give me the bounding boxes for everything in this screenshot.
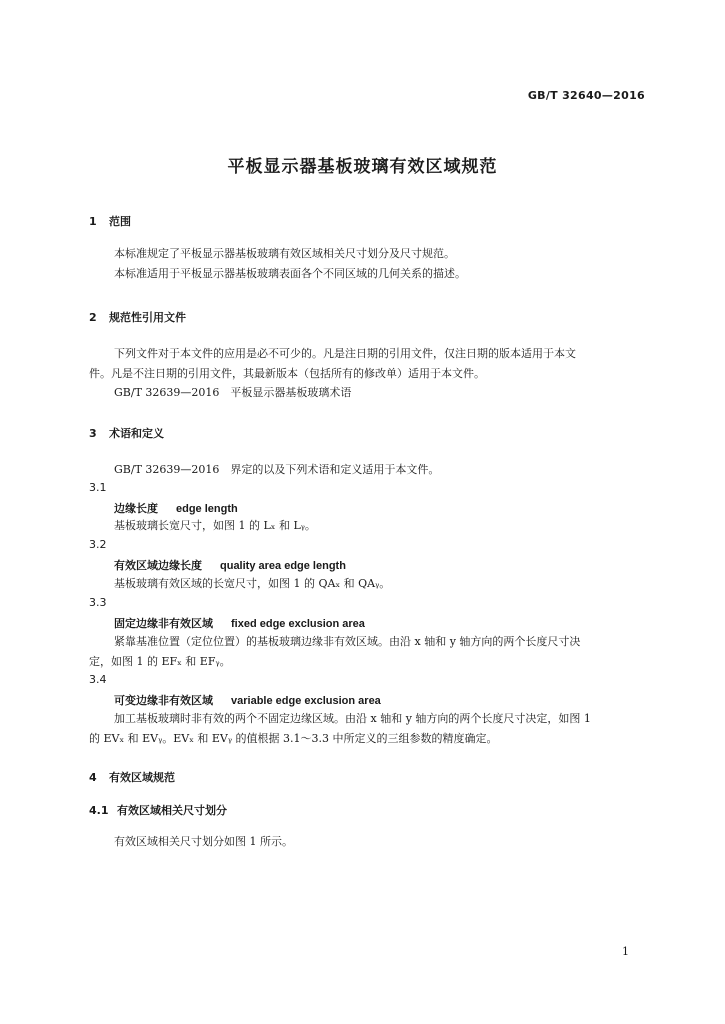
document-title: 平板显示器基板玻璃有效区域规范 [227, 157, 498, 177]
section-number: 1 [89, 215, 97, 228]
term-3-2 [114, 557, 346, 573]
term-3-4 [114, 692, 381, 708]
term-3-4-definition-line-1: 加工基板玻璃时非有效的两个不固定边缘区域。由沿 x 轴和 y 轴方向的两个长度尺寸决定，如图 1 [114, 712, 591, 725]
section-title: 术语和定义 [109, 427, 164, 440]
section-title: 规范性引用文件 [109, 311, 186, 324]
term-en: fixed edge exclusion area [231, 618, 365, 630]
subsection-title: 有效区域相关尺寸划分 [117, 804, 227, 817]
term-number: 3.4 [89, 673, 107, 686]
standard-code: GB/T 32640—2016 [527, 89, 645, 102]
section-number: 2 [89, 311, 97, 324]
term-zh: 边缘长度 [114, 502, 158, 515]
section-title: 范围 [109, 215, 131, 228]
s3-intro: GB/T 32639—2016 界定的以及下列术语和定义适用于本文件。 [114, 463, 440, 476]
term-en: variable edge exclusion area [231, 695, 381, 707]
term-en: edge length [176, 503, 238, 515]
term-en: quality area edge length [220, 560, 346, 572]
term-3-1 [114, 500, 238, 516]
s2-paragraph-line-1: 下列文件对于本文件的应用是必不可少的。凡是注日期的引用文件，仅注日期的版本适用于本文 [114, 347, 576, 360]
term-zh: 固定边缘非有效区域 [114, 617, 213, 630]
s2-paragraph-line-2: 件。凡是不注日期的引用文件，其最新版本（包括所有的修改单）适用于本文件。 [89, 367, 485, 380]
section-3-heading [89, 425, 164, 441]
subsection-number: 4.1 [89, 804, 109, 817]
term-3-3-definition-line-2: 定，如图 1 的 EFₓ 和 EFᵧ。 [89, 655, 231, 668]
section-1-heading [89, 213, 131, 229]
term-3-4-definition-line-2: 的 EVₓ 和 EVᵧ。EVₓ 和 EVᵧ 的值根据 3.1～3.3 中所定义的三组参数的精度确定。 [89, 732, 498, 745]
section-number: 3 [89, 427, 97, 440]
section-title: 有效区域规范 [109, 771, 175, 784]
term-3-3-definition-line-1: 紧靠基准位置（定位位置）的基板玻璃边缘非有效区域。由沿 x 轴和 y 轴方向的两个长度尺寸决 [114, 635, 581, 648]
term-number: 3.2 [89, 538, 107, 551]
s1-paragraph-1: 本标准规定了平板显示器基板玻璃有效区域相关尺寸划分及尺寸规范。 [114, 247, 455, 260]
term-zh: 可变边缘非有效区域 [114, 694, 213, 707]
term-zh: 有效区域边缘长度 [114, 559, 202, 572]
section-2-heading [89, 309, 186, 325]
s2-normative-reference: GB/T 32639—2016 平板显示器基板玻璃术语 [114, 386, 352, 399]
term-3-2-definition: 基板玻璃有效区域的长宽尺寸，如图 1 的 QAₓ 和 QAᵧ。 [114, 577, 391, 590]
s1-paragraph-2: 本标准适用于平板显示器基板玻璃表面各个不同区域的几何关系的描述。 [114, 267, 466, 280]
subsection-4-1-heading [89, 802, 227, 818]
s4-1-paragraph: 有效区域相关尺寸划分如图 1 所示。 [114, 835, 293, 848]
term-number: 3.3 [89, 596, 107, 609]
term-3-1-definition: 基板玻璃长宽尺寸，如图 1 的 Lₓ 和 Lᵧ。 [114, 519, 316, 532]
section-4-heading [89, 769, 175, 785]
term-number: 3.1 [89, 481, 107, 494]
section-number: 4 [89, 771, 97, 784]
term-3-3 [114, 615, 365, 631]
page-number: 1 [622, 945, 629, 958]
